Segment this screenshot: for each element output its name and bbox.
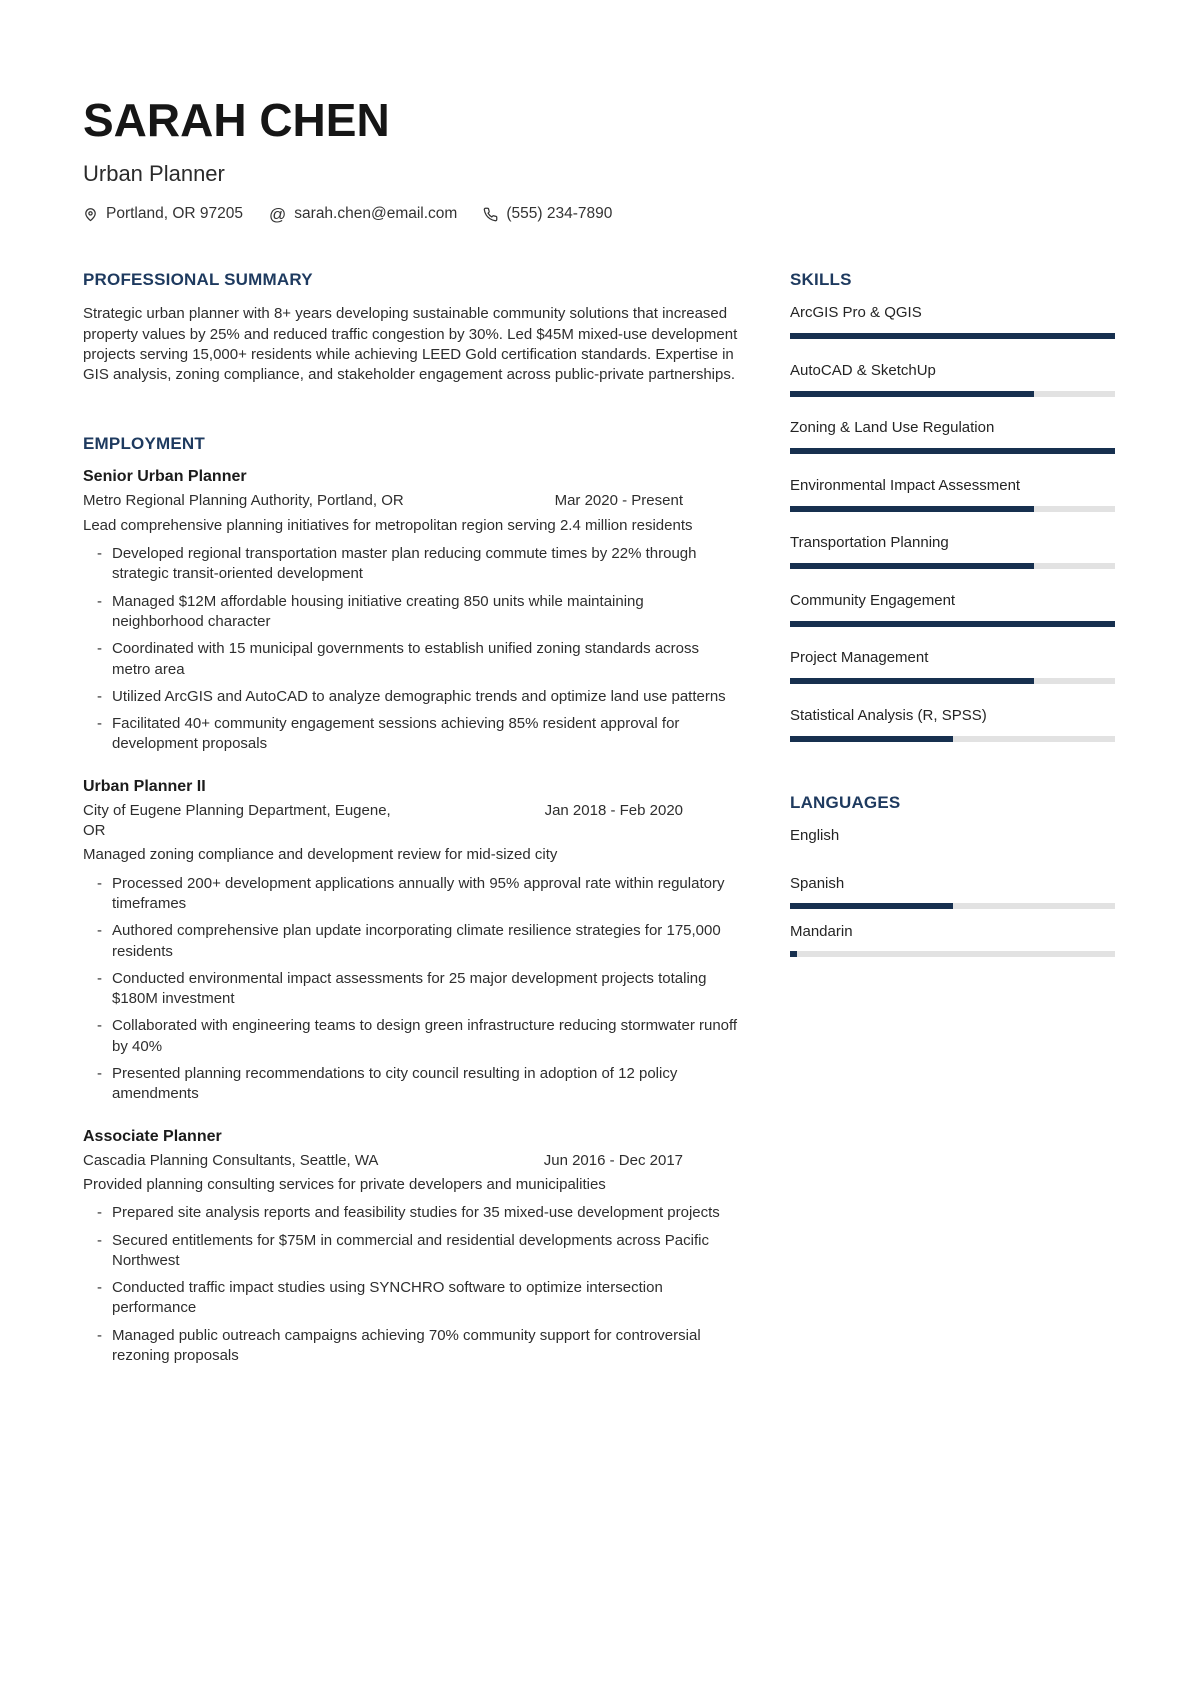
job-entry (83, 1128, 738, 1367)
skill-item (790, 649, 1115, 684)
job-dates: Jan 2018 - Feb 2020 (544, 801, 683, 819)
bullet-dash: - (97, 1017, 102, 1035)
job-entry (83, 778, 738, 1105)
job-entry (83, 468, 738, 754)
skill-name: Community Engagement (790, 591, 956, 609)
bullet-dash: - (97, 922, 102, 940)
skill-level-fill (790, 506, 1034, 512)
person-job-title: Urban Planner (83, 161, 225, 187)
bullet-dash: - (97, 715, 102, 733)
bullet-text: Coordinated with 15 municipal governments to establish unified zoning standards across metro area (112, 640, 699, 678)
skill-level-fill (790, 448, 1115, 454)
job-bullet (83, 592, 738, 633)
bullet-dash: - (97, 874, 102, 892)
bullet-dash: - (97, 592, 102, 610)
summary-section (83, 270, 738, 385)
bullet-dash: - (97, 640, 102, 658)
skill-item (790, 419, 1115, 454)
summary-text: Strategic urban planner with 8+ years developing sustainable community solutions that increased property values by 25% and reduced traffic congestion by 30%. Led $45M mixed-use development projects serving 15,000+ residents while achieving LEED Gold certification standards. Expertise in GIS analysis, zoning compliance, and stakeholder engagement across public-private partnerships. (83, 305, 738, 384)
language-item (790, 875, 1115, 923)
skill-level-bar (790, 736, 1115, 742)
skill-name: AutoCAD & SketchUp (790, 361, 936, 379)
job-title: Senior Urban Planner (83, 468, 247, 486)
bullet-text: Facilitated 40+ community engagement sessions achieving 85% resident approval for development proposals (112, 715, 680, 753)
skill-name: Project Management (790, 649, 929, 667)
contact-email (269, 205, 457, 223)
job-bullet (83, 687, 738, 707)
bullet-text: Conducted traffic impact studies using SYNCHRO software to optimize intersection performance (112, 1279, 663, 1317)
skill-name: Transportation Planning (790, 534, 949, 552)
skill-name: Statistical Analysis (R, SPSS) (790, 706, 987, 724)
contact-phone (483, 205, 612, 223)
language-level-fill (790, 951, 797, 957)
bullet-dash: - (97, 1065, 102, 1083)
skill-level-bar (790, 621, 1115, 627)
job-company: Cascadia Planning Consultants, Seattle, WA (83, 1151, 379, 1169)
job-company: City of Eugene Planning Department, Eugene, OR (83, 801, 391, 840)
job-bullet (83, 1203, 738, 1223)
language-item (790, 923, 1115, 971)
job-meta (83, 1151, 738, 1171)
job-description: Lead comprehensive planning initiatives for metropolitan region serving 2.4 million residents (83, 516, 693, 534)
job-bullet (83, 544, 738, 585)
summary-heading: PROFESSIONAL SUMMARY (83, 270, 313, 290)
job-bullet-list (83, 544, 738, 755)
language-name: English (790, 826, 840, 844)
job-bullet (83, 1064, 738, 1105)
job-bullet (83, 874, 738, 915)
job-meta (83, 801, 738, 842)
person-name: SARAH CHEN (83, 94, 390, 146)
bullet-dash: - (97, 1326, 102, 1344)
skill-name: Zoning & Land Use Regulation (790, 419, 995, 437)
skill-level-bar (790, 448, 1115, 454)
bullet-text: Managed public outreach campaigns achieving 70% community support for controversial rezoning proposals (112, 1326, 701, 1364)
job-dates: Mar 2020 - Present (554, 492, 683, 510)
skill-item (790, 362, 1115, 397)
job-description: Managed zoning compliance and development review for mid-sized city (83, 846, 558, 864)
bullet-dash: - (97, 1204, 102, 1222)
bullet-dash: - (97, 545, 102, 563)
job-bullet (83, 969, 738, 1010)
job-title: Urban Planner II (83, 777, 206, 795)
job-bullet (83, 921, 738, 962)
skill-name: Environmental Impact Assessment (790, 476, 1021, 494)
bullet-text: Processed 200+ development applications annually with 95% approval rate within regulatory timeframes (112, 874, 725, 912)
skill-level-bar (790, 563, 1115, 569)
bullet-text: Presented planning recommendations to city council resulting in adoption of 12 policy amendments (112, 1065, 678, 1103)
skill-item (790, 477, 1115, 512)
skill-item (790, 707, 1115, 742)
bullet-dash: - (97, 1279, 102, 1297)
language-name: Mandarin (790, 922, 853, 940)
languages-section (790, 793, 1115, 971)
bullet-text: Developed regional transportation master plan reducing commute times by 22% through strategic transit-oriented development (112, 545, 697, 583)
language-name: Spanish (790, 874, 845, 892)
skill-level-fill (790, 563, 1034, 569)
job-bullet-list (83, 1203, 738, 1366)
bullet-dash: - (97, 969, 102, 987)
job-company: Metro Regional Planning Authority, Portland, OR (83, 492, 404, 510)
job-bullet (83, 1231, 738, 1272)
contact-phone-text: (555) 234-7890 (506, 205, 613, 223)
skill-level-fill (790, 678, 1034, 684)
job-bullet (83, 639, 738, 680)
language-level-bar (790, 951, 1115, 957)
job-meta (83, 491, 738, 511)
languages-heading: LANGUAGES (790, 792, 901, 812)
skill-name: ArcGIS Pro & QGIS (790, 304, 922, 322)
skills-heading: SKILLS (790, 270, 852, 290)
contact-email-text: sarah.chen@email.com (294, 205, 458, 223)
location-pin-icon (83, 207, 98, 222)
skill-level-bar (790, 391, 1115, 397)
employment-section (83, 434, 738, 1366)
skill-item (790, 304, 1115, 339)
phone-icon (483, 207, 498, 222)
bullet-text: Authored comprehensive plan update incorporating climate resilience strategies for 175,000 residents (112, 922, 721, 960)
bullet-dash: - (97, 1231, 102, 1249)
language-item (790, 827, 1115, 875)
job-title: Associate Planner (83, 1127, 222, 1145)
job-bullet-list (83, 874, 738, 1105)
job-bullet (83, 714, 738, 755)
skill-level-fill (790, 621, 1115, 627)
content-columns (83, 270, 1115, 1389)
job-description: Provided planning consulting services for private developers and municipalities (83, 1175, 606, 1193)
job-bullet (83, 1016, 738, 1057)
at-sign-icon: @ (269, 204, 287, 224)
bullet-text: Conducted environmental impact assessments for 25 major development projects totaling $180M investment (112, 969, 707, 1008)
employment-heading: EMPLOYMENT (83, 434, 205, 454)
bullet-text: Managed $12M affordable housing initiative creating 850 units while maintaining neighborhood character (112, 592, 644, 630)
language-level-bar (790, 903, 1115, 909)
bullet-text: Secured entitlements for $75M in commercial and residential developments across Pacific Northwest (112, 1231, 709, 1269)
job-bullet (83, 1326, 738, 1367)
job-bullet (83, 1278, 738, 1319)
skill-level-fill (790, 333, 1115, 339)
skill-level-bar (790, 333, 1115, 339)
language-level-fill (790, 903, 953, 909)
job-dates: Jun 2016 - Dec 2017 (543, 1151, 683, 1169)
skill-level-bar (790, 678, 1115, 684)
bullet-text: Prepared site analysis reports and feasibility studies for 35 mixed-use development projects (112, 1204, 720, 1222)
skill-item (790, 592, 1115, 627)
contact-location-text: Portland, OR 97205 (106, 205, 244, 223)
contact-location (83, 205, 243, 223)
sidebar-column (790, 270, 1115, 1389)
skill-level-fill (790, 391, 1034, 397)
skills-section (790, 270, 1115, 742)
skill-item (790, 534, 1115, 569)
resume-header (83, 96, 1115, 223)
bullet-text: Collaborated with engineering teams to design green infrastructure reducing stormwater runoff by 40% (112, 1017, 738, 1055)
contact-row (83, 205, 1115, 223)
skill-level-fill (790, 736, 953, 742)
bullet-dash: - (97, 687, 102, 705)
skill-level-bar (790, 506, 1115, 512)
main-column (83, 270, 738, 1389)
bullet-text: Utilized ArcGIS and AutoCAD to analyze demographic trends and optimize land use patterns (112, 687, 726, 705)
